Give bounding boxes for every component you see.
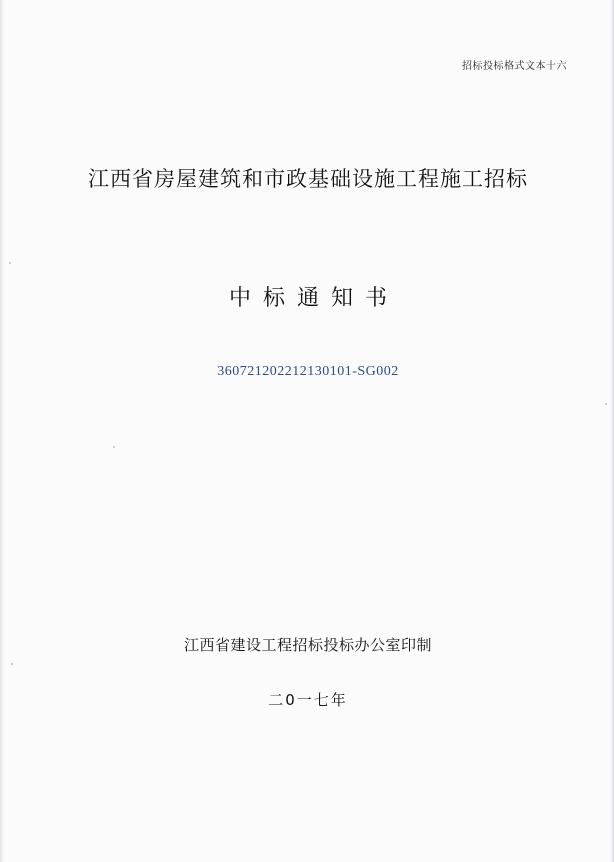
form-template-label: 招标投标格式文本十六 xyxy=(462,61,567,72)
issue-date: 二0一七年 xyxy=(268,691,348,709)
scan-edge-left xyxy=(1,0,4,862)
issuer-line: 江西省建设工程招标投标办公室印制 xyxy=(183,636,432,654)
document-number: 360721202212130101-SG002 xyxy=(217,364,399,379)
scan-edge-right xyxy=(610,0,613,862)
scan-speck xyxy=(113,446,115,448)
scan-speck xyxy=(605,403,607,405)
scan-speck xyxy=(11,663,13,665)
document-subtitle: 中标通知书 xyxy=(228,286,399,311)
document-title: 江西省房屋建筑和市政基础设施工程施工招标 xyxy=(88,167,528,191)
scan-speck xyxy=(9,262,11,264)
